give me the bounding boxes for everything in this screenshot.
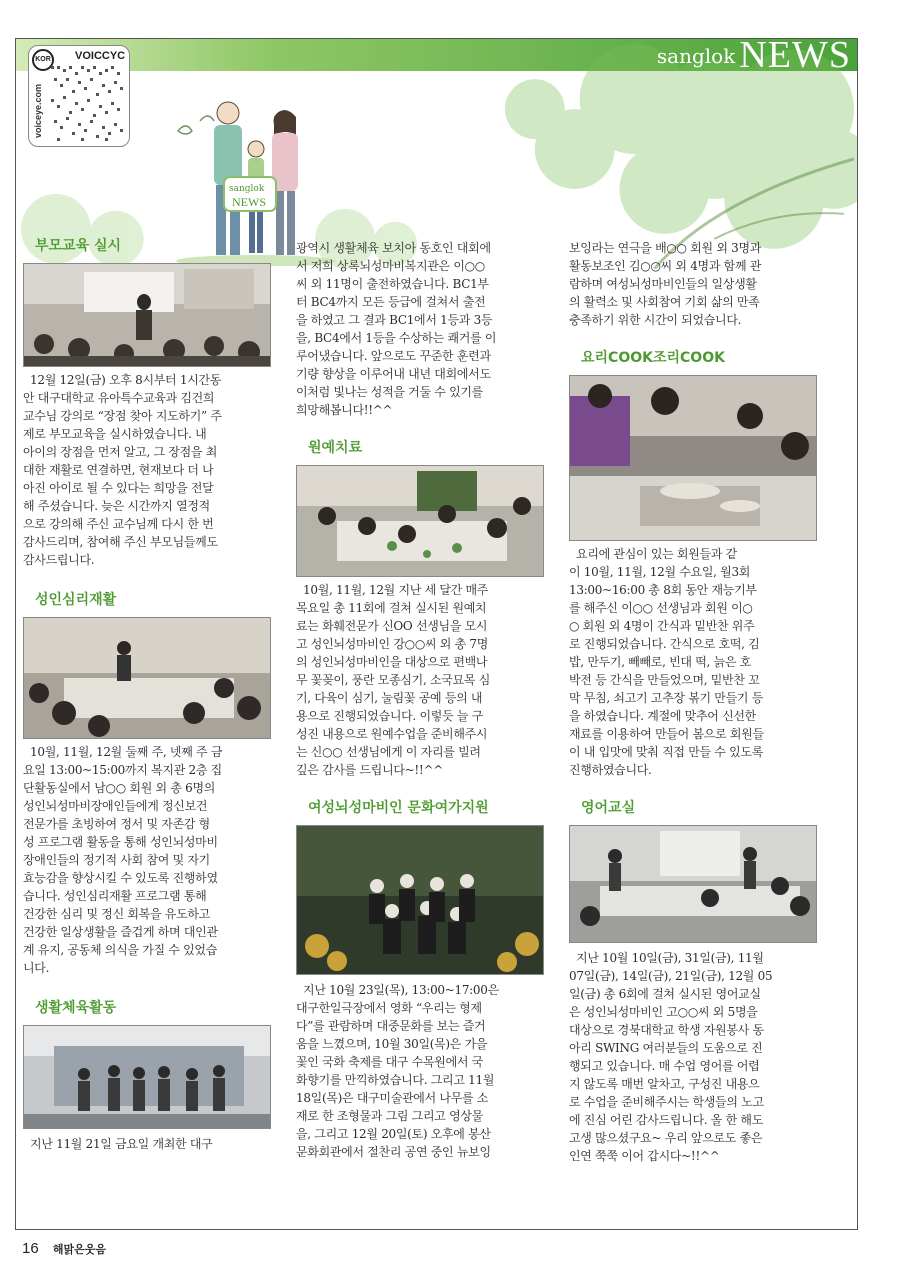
section-title-parent-education: 부모교육 실시: [35, 238, 122, 254]
news-title-big: NEWS: [739, 38, 851, 76]
section-title-sports-activity: 생활체육활동: [35, 1000, 117, 1016]
kor-logo-icon: KOR: [32, 49, 54, 71]
photo-english-class: [569, 825, 817, 943]
text-sports-activity-continued: 광역시 생활체육 보치아 동호인 대회에 서 저희 상록뇌성마비복지관은 이○○ 씨 외 11명이 출전하였습니다. BC1부 터 BC4까지 모든 등급에 걸쳐서 출전 을 하였고 그 결과 BC1에서 1등과 3등 을, BC4에서 1등을 수상하는 쾌거를 이 루어냈습니다. 앞으로도 꾸준한 훈련과 기량 향상을 이루어내 내년 대회에서도 이처럼 빛나는 성적을 거둘 수 있기를 희망해봅니다!!^^: [296, 241, 497, 417]
section-title-adult-psych-rehab: 성인심리재활: [35, 592, 117, 608]
column-right: [569, 235, 817, 1165]
code-pattern-icon: [51, 66, 125, 142]
photo-adult-psych-rehab: [23, 617, 271, 739]
news-title: [657, 38, 851, 77]
section-title-women-culture-leisure: 여성뇌성마비인 문화여가지원: [308, 800, 489, 816]
column-middle: [296, 235, 544, 1161]
photo-parent-education: [23, 263, 271, 367]
column-left: [23, 235, 271, 1153]
section-title-cooking: 요리COOK조리COOK: [581, 350, 725, 366]
section-title-english-class: 영어교실: [581, 800, 636, 816]
photo-horticulture: [296, 465, 544, 577]
text-adult-psych-rehab: 10월, 11월, 12월 둘째 주, 넷째 주 금 요일 13:00~15:00까지 복지관 2층 집 단활동실에서 남○○ 회원 외 총 6명의 성인뇌성마비장애인들에게 정신보건 전문가를 초빙하여 정서 및 자존감 형 성 프로그램 활동을 통해 성인뇌성마비 장애인들의 정기적 사회 참여 및 자기 효능감을 향상시킬 수 있도록 진행하였 습니다. 성인심리재활 프로그램 통해 건강한 심리 및 정신 회복을 유도하고 건강한 일상생활을 즐겁게 하며 대인관 계 유지, 공동체 의식을 가질 수 있었습 니다.: [23, 745, 223, 975]
voiceye-url: voiceye.com: [33, 83, 44, 139]
text-horticulture: 10월, 11월, 12월 지난 세 달간 매주 목요일 총 11회에 걸쳐 실시된 원예치 료는 화훼전문가 신OO 선생님을 모시 고 성인뇌성마비인 강○○씨 외 총 7명 의 성인뇌성마비인을 대상으로 편백나 무 꽃꽂이, 풍란 모종심기, 소국묘목 심 기, 다육이 심기, 눌림꽃 공예 등의 내 용으로 진행되었습니다. 이렇듯 늘 구 성진 내용으로 원예수업을 준비해주시 는 신○○ 선생님에게 이 자리를 빌려 깊은 감사를 드립니다~!!^^: [296, 583, 490, 777]
photo-women-culture-leisure: [296, 825, 544, 975]
photo-cooking: [569, 375, 817, 541]
section-title-horticulture: 원예치료: [308, 440, 363, 456]
page-footer: [22, 1240, 106, 1257]
voiceye-code: [28, 45, 130, 147]
text-cooking: 요리에 관심이 있는 회원들과 같 이 10월, 11월, 12월 수요일, 월3회 13:00~16:00 총 8회 동안 재능기부 를 해주신 이○○ 선생님과 회원 이○ ○ 회원 외 4명이 간식과 밑반찬 위주 로 진행되었습니다. 간식으로 호떡, 김 밥, 만두기, 빼빼로, 빈대 떡, 늙은 호 박전 등 간식을 만들었으며, 밑반찬 꼬 막 무침, 쇠고기 고추장 볶기 만들기 등 을 하였습니다. 계절에 맞추어 신선한 재료를 이용하여 만들어 봄으로 회원들 이 내 입맛에 맞춰 직접 만들 수 있도록 진행하였습니다.: [569, 547, 764, 777]
badge-top-text: sanglok: [229, 184, 265, 194]
text-women-culture-leisure-continued: 보잉라는 연극을 배○○ 회원 외 3명과 활동보조인 김○○씨 외 4명과 함께 관 람하며 여성뇌성마비인들의 일상생활 의 활력소 및 사회참여 기회 삶의 만족 충족하기 위한 시간이 되었습니다.: [569, 241, 762, 327]
badge-bottom-text: NEWS: [232, 195, 266, 209]
news-title-small: sanglok: [656, 44, 736, 68]
text-women-culture-leisure: 지난 10월 23일(목), 13:00~17:00은 대구한일극장에서 영화 “우리는 형제 다”를 관람하며 대중문화를 보는 즐거 움을 느꼈으며, 10월 30일(목)은 가을 꽃인 국화 축제를 대구 수목원에서 국 화향기를 만끽하였습니다. 그리고 11월 18일(목)은 대구미술관에서 나무를 소 재로 한 조형물과 그림 그리고 영상물 을, 그리고 12월 20일(토) 오후에 봉산 문화회관에서 절찬리 공연 중인 뉴보잉: [296, 983, 499, 1159]
text-parent-education: 12월 12일(금) 오후 8시부터 1시간동 안 대구대학교 유아특수교육과 김건희 교수님 강의로 “장점 찾아 지도하기” 주 제로 부모교육을 실시하였습니다. 내 아이의 장점을 먼저 알고, 그 장점을 최 대한 재활로 연결하면, 현재보다 더 나 아진 아이로 될 수 있다는 희망을 전달 해 주셨습니다. 늦은 시간까지 열정적 으로 강의해 주신 교수님께 다시 한 번 감사드리며, 참여해 주신 부모님들께도 감사드립니다.: [23, 373, 222, 567]
photo-sports-activity: [23, 1025, 271, 1129]
text-english-class: 지난 10월 10일(금), 31일(금), 11월 07일(금), 14일(금), 21일(금), 12월 05 일(금) 총 6회에 걸쳐 실시된 영어교실 은 성인뇌성마비인 고○○씨 외 5명을 대상으로 경북대학교 학생 자원봉사 동 아리 SWING 여러분들의 도움으로 진 행되고 있습니다. 매 수업 영어를 어렵 지 않도록 매번 알차고, 구성진 내용으 로 수업을 준비해주시는 학생들의 노고 에 진심 어린 감사드립니다. 올 한 해도 고생 많으셨구요~ 우리 앞으로도 좋은 인연 쭉쭉 이어 갑시다~!!^^: [569, 951, 773, 1163]
voiceye-brand: VOICCYC: [75, 50, 126, 62]
page-number: 16: [22, 1240, 39, 1257]
text-sports-activity: 지난 11월 21일 금요일 개최한 대구: [23, 1137, 213, 1151]
magazine-logo: 해맑은웃음: [52, 1243, 106, 1256]
